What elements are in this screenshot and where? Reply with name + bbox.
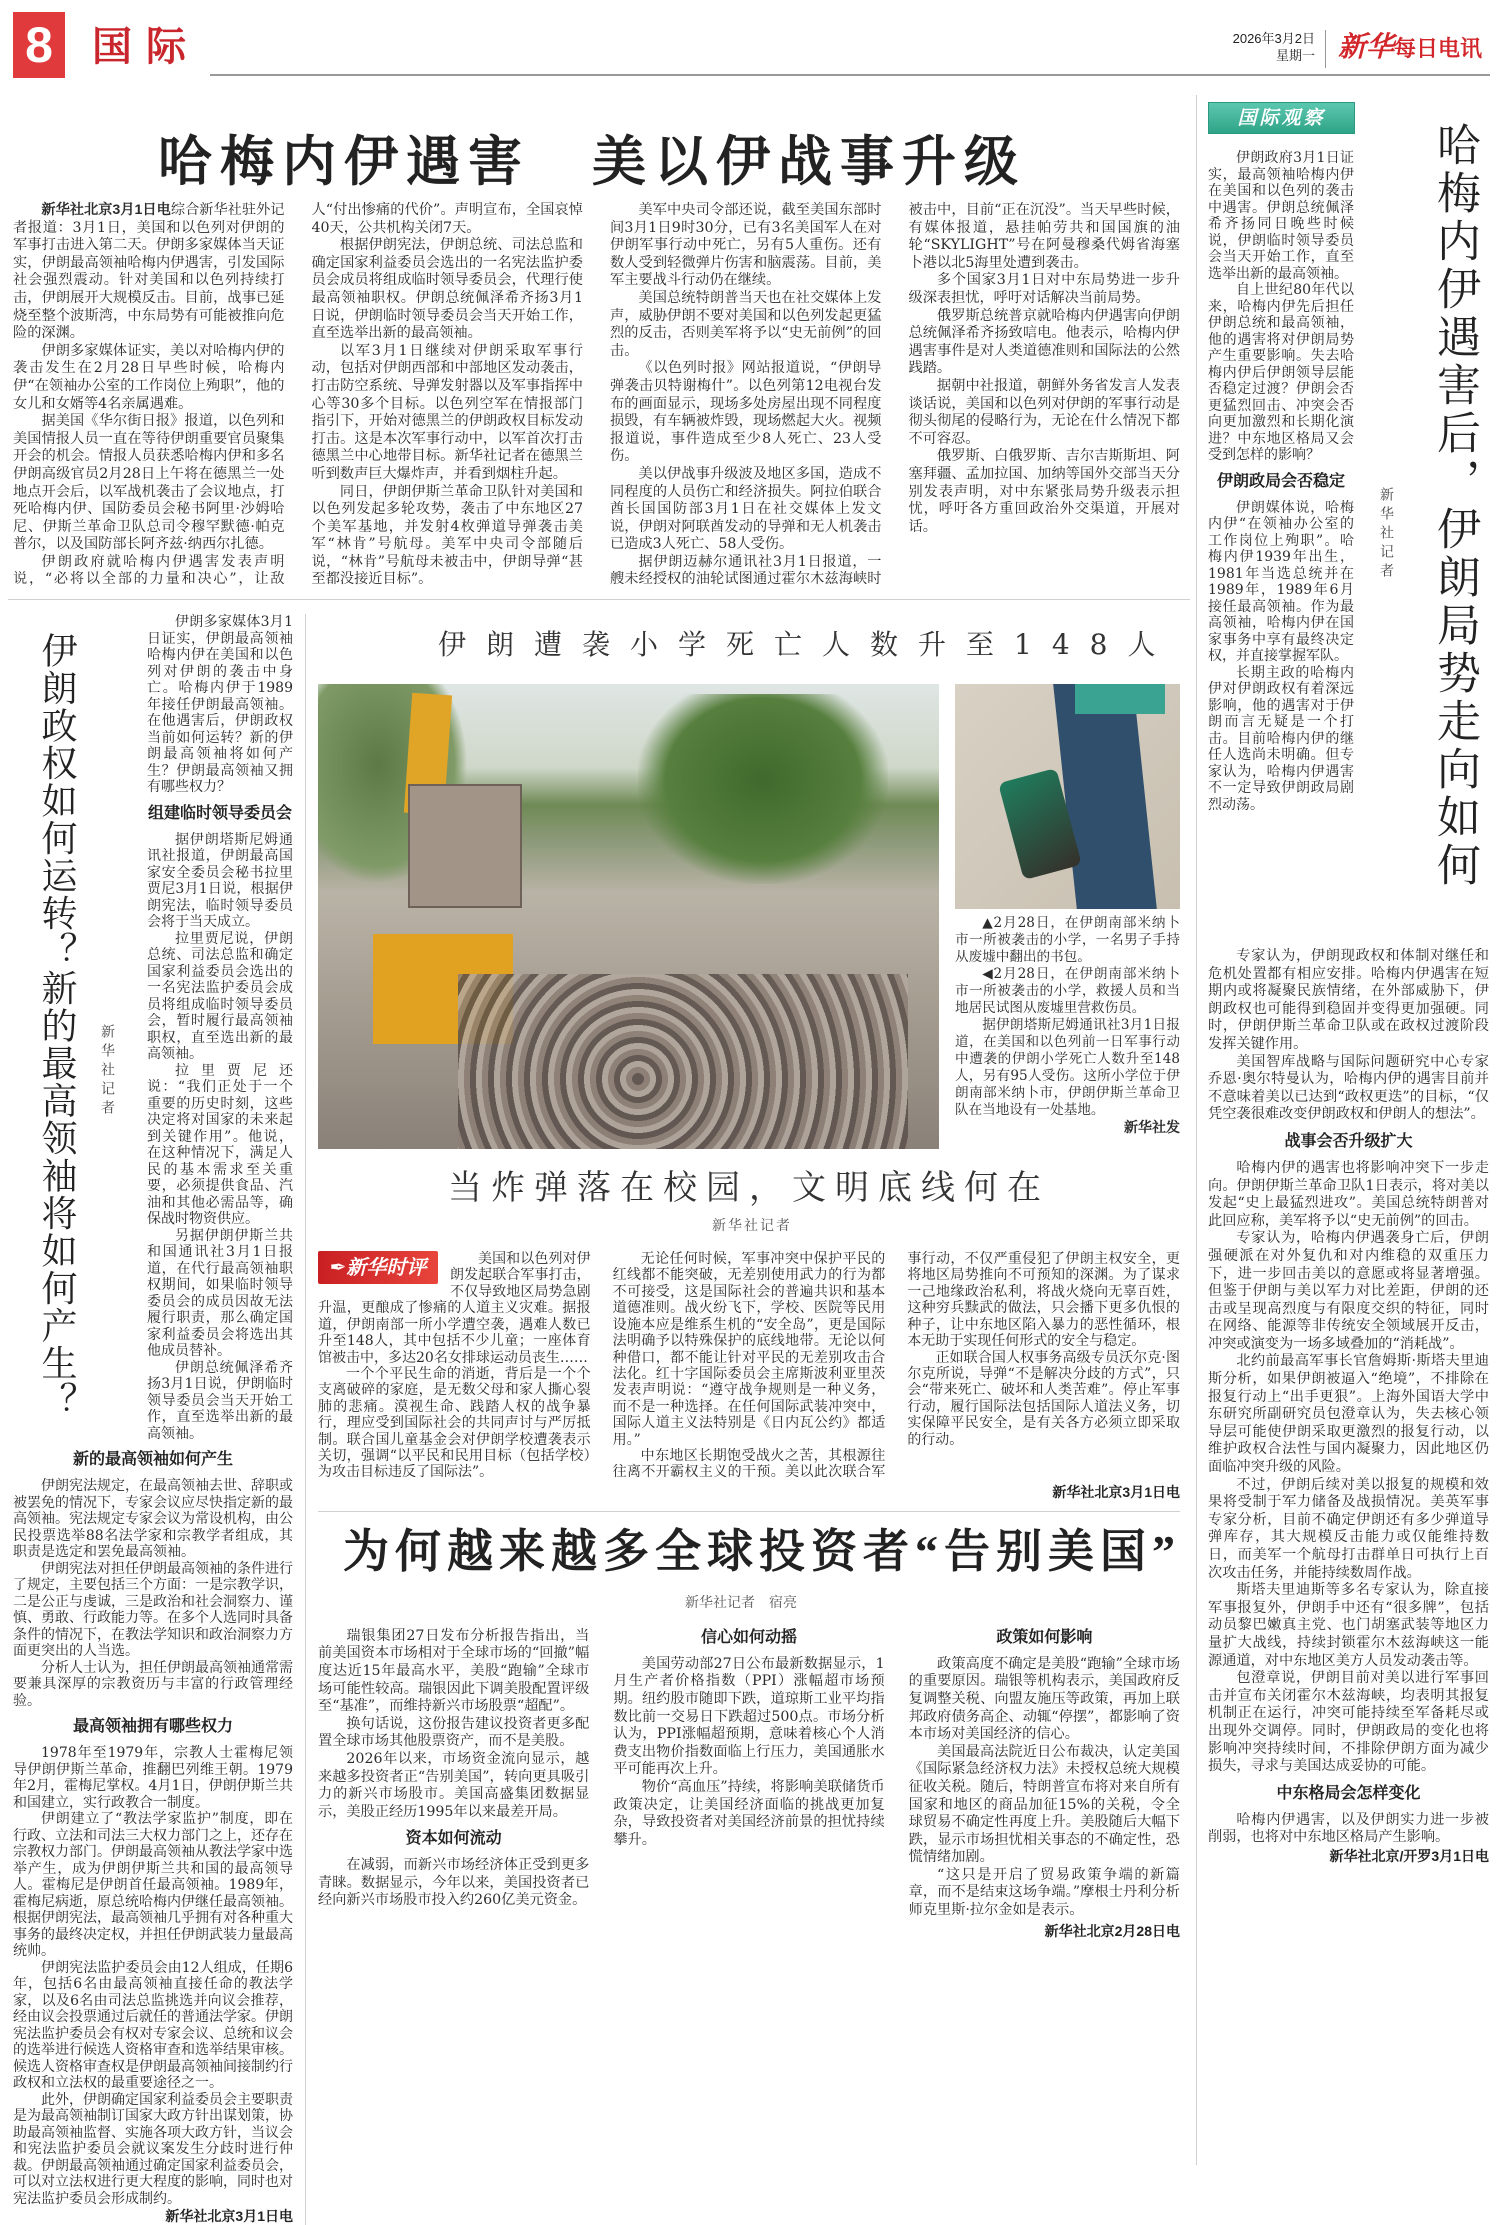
photo-schoolbag: [955, 684, 1180, 909]
right-feature-dateline: 新华社北京/开罗3月1日电: [1329, 1847, 1489, 1864]
paragraph: 中东地区长期饱受战火之苦，其根源往往离不开霸权主义的干预。美以此次联合军事行动，不仅严重侵犯了伊朗主权安全，更将地区局势推向不可预知的深渊。为了谋求一己地缘政治私利，将战火烧向无辜百姓，这种穷兵黩武的做法，只会播下更多仇恨的种子，让中东地区陷入暴力的恶性循环，根本无助于实现任何形式的安全与稳定。: [612, 1251, 1180, 1481]
paragraph: 一个个平民生命的消逝，背后是一个个支离破碎的家庭，是无数父母和家人撕心裂肺的悲痛。漠视生命、践踏人权的战争暴行，理应受到国际社会的共同声讨与严厉抵制。联合国儿童基金会对伊朗学校遭袭表示关切，强调“以平民和民用目标（包括学校）为攻击目标违反了国际法”。: [318, 1365, 591, 1481]
right-feature-body: [1208, 942, 1489, 1847]
left-feature: [13, 614, 293, 2225]
paragraph: 伊朗宪法规定，在最高领袖去世、辞职或被罢免的情况下，专家会议应尽快指定新的最高领袖。宪法规定专家会议为常设机构，由公民投票选举88名法学家和宗教学者组成，其职责是选定和罢免最高领袖。: [13, 1478, 293, 1561]
subheading: 伊朗政局会否稳定: [1216, 472, 1345, 490]
paragraph: 俄罗斯总统普京就哈梅内伊遇害向伊朗总统佩泽希齐扬致唁电。他表示，哈梅内伊遇害事件是对人类道德准则和国际法的公然践踏。: [908, 307, 1180, 377]
photo-credit: 新华社发: [1124, 1119, 1180, 1136]
lower-area: [0, 614, 1190, 2225]
weekday-text: 星期一: [1275, 48, 1315, 63]
photo-row: [318, 684, 1180, 1149]
commentary-body: [318, 1251, 1180, 1481]
paragraph: 长期主政的哈梅内伊对伊朗政权有着深远影响，他的遇害对于伊朗而言无疑是一个打击。目前哈梅内伊的继任人选尚未明确。但专家认为，哈梅内伊遇害不一定导致伊朗政局剧烈动荡。: [1208, 664, 1354, 813]
commentary-byline: 新华社记者: [712, 1218, 792, 1235]
paragraph: 北约前最高军事长官詹姆斯·斯塔夫里迪斯分析，如果伊朗被逼入“绝境”，不排除在报复行动上“出手更狠”。上海外国语大学中东研究所副研究员包澄章认为，失去核心领导层可能使伊朗采取更激烈的报复行动，以维护政权合法性与国内凝聚力，因此地区仍面临冲突升级的风险。: [1208, 1353, 1489, 1476]
paragraph: 另据伊朗伊斯兰共和国通讯社3月1日报道，在代行最高领袖职权期间，如果临时领导委员会的成员因故无法履行职责，那么确定国家利益委员会将选出其他成员替补。: [147, 1227, 293, 1360]
paragraph: 自上世纪80年代以来，哈梅内伊先后担任伊朗总统和最高领袖，他的遇害将对伊朗局势产生重要影响。失去哈梅内伊后伊朗领导层能否稳定过渡？伊朗会否更猛烈回击、冲突会否向更加激烈和长期化演进？中东地区格局又会受到怎样的影响？: [1208, 282, 1354, 463]
left-feature-title-area: [13, 614, 147, 1429]
international-observation-badge: 国际观察: [1208, 102, 1355, 134]
paragraph: 物价“高血压”持续，将影响美联储货币政策决定，让美国经济面临的挑战更加复杂，导致投资者对美国经济前景的担忧持续攀升。: [613, 1778, 885, 1848]
logo-name: 每日电讯: [1394, 36, 1483, 61]
paragraph: 伊朗政府3月1日证实，最高领袖哈梅内伊在美国和以色列的袭击中遇害。伊朗总统佩泽希齐扬同日晚些时候说，伊朗临时领导委员会当天开始工作，直至选举出新的最高领袖。: [1208, 150, 1354, 282]
paragraph: 无论任何时候，军事冲突中保护平民的红线都不能突破，无差别使用武力的行为都不可接受，这是国际社会的普遍共识和基本道德准则。战火纷飞下，学校、医院等民用设施本应是维系生机的“安全岛”，更是国际法明确予以特殊保护的底线地带。无论以何种借口，都不能让针对平民的无差别攻击合法化。红十字国际委员会主席斯波利亚里茨发表声明说：“遵守战争规则是一种义务，而不是一种选择。在任何国际武装冲突中，国际人道主义法特别是《日内瓦公约》都适用。”: [612, 1251, 886, 1448]
paragraph: 哈梅内伊遇害，以及伊朗实力进一步被削弱，也将对中东地区格局产生影响。: [1208, 1811, 1489, 1846]
dateline: 新华社北京3月1日电: [41, 202, 171, 218]
paragraph: 1978年至1979年，宗教人士霍梅尼领导伊朗伊斯兰革命，推翻巴列维王朝。1979年2月，霍梅尼掌权。4月1日，伊朗伊斯兰共和国建立，实行政教合一制度。: [13, 1745, 293, 1811]
paragraph: 同日，伊朗伊斯兰革命卫队针对美国和以色列发起多轮攻势，袭击了中东地区27个美军基地，并发射4枚弹道导弹袭击美军“林肯”号航母。美军中央司令部随后说，“林肯”号航母未被击中，伊朗导弹“甚至都没接近目标”。: [311, 483, 583, 588]
paragraph: 以军3月1日继续对伊朗采取军事行动，包括对伊朗西部和中部地区发动袭击，打击防空系统、导弹发射器以及军事指挥中心等30多个目标。以色列空军在情报部门指引下，开始对德黑兰的伊朗政权目标发动打击。这是本次军事行动中，以军首次打击德黑兰中心地带目标。新华社记者在德黑兰听到数声巨大爆炸声，并看到烟柱升起。: [311, 342, 583, 482]
subheading: 资本如何流动: [405, 1830, 502, 1848]
paragraph: 美国劳动部27日公布最新数据显示，1月生产者价格指数（PPI）涨幅超市场预期。纽约股市随即下跌，道琼斯工业平均指数比前一交易日下跌超过500点。市场分析认为，PPI涨幅超预期，意味着核心个人消费支出物价指数面临上行压力，美国通胀水平可能再次上升。: [613, 1655, 885, 1778]
paragraph: 在减弱，而新兴市场经济体正受到更多青睐。数据显示，今年以来，美国投资者已经向新兴市场股市投入约260亿美元资金。: [318, 1857, 590, 1909]
paragraph: 包澄章说，伊朗目前对美以进行军事回击并宣布关闭霍尔木兹海峡，均表明其报复机制正在运行，冲突可能持续至军备耗尽或出现外交调停。同时，伊朗政局的变化也将影响冲突持续时间，不排除伊朗方面为减少损失，寻求与美国达成妥协的可能。: [1208, 1670, 1489, 1775]
photo-rescue-scene: [318, 684, 939, 1149]
paragraph: 伊朗政府就哈梅内伊遇害发表声明说，“必将以全部的力量和决心”，让敌人“付出惨痛的代价”。声明宣布，全国哀悼40天，公共机构关闭7天。: [13, 202, 583, 588]
paragraph: 伊朗多家媒体证实，美以对哈梅内伊的袭击发生在2月28日早些时候，哈梅内伊“在领袖办公室的工作岗位上殉职”，他的女儿和女婿等4名亲属遇难。: [13, 342, 285, 412]
paragraph: 瑞银集团27日发布分析报告指出，当前美国资本市场相对于全球市场的“回撤”幅度达近15年最高水平，美股“跑输”全球市场可能性较高。瑞银因此下调美股配置评级至“基准”，而维持新兴市场股票“超配”。: [318, 1627, 590, 1715]
right-feature-title-area: [1354, 102, 1489, 942]
paragraph: 2026年以来，市场资金流向显示，越来越多投资者正“告别美国”，转向更具吸引力的新兴市场股市。美国高盛集团数据显示，美股正经历1995年以来最差开局。: [318, 1750, 590, 1820]
left-feature-byline: 新华社记者: [99, 1024, 115, 1120]
paragraph: 美国最高法院近日公布裁决，认定美国《国际紧急经济权力法》未授权总统大规模征收关税。随后，特朗普宣布将对来自所有国家和地区的商品加征15%的关税，令全球贸易不确定性再度上升。美股随后大幅下跌，显示市场担忧相关事态的不确定性，恐慌情绪加剧。: [908, 1743, 1180, 1866]
paragraph: 《以色列时报》网站报道说，“伊朗导弹袭击贝特谢梅什”。以色列第12电视台发布的画面显示，现场多处房屋出现不同程度损毁，有车辆被炸毁，现场燃起大火。视频报道说，事件造成至少8人死亡、23人受伤。: [610, 360, 882, 465]
paragraph: 据朝中社报道，朝鲜外务省发言人发表谈话说，美国和以色列对伊朗的军事行动是彻头彻尾的侵略行为，无论在什么情况下都不可容忍。: [908, 377, 1180, 447]
left-feature-dateline: 新华社北京3月1日电: [165, 2208, 293, 2225]
commentary-dateline: 新华社北京3月1日电: [1052, 1483, 1180, 1500]
paragraph: 伊朗宪法监护委员会由12人组成，任期6年，包括6名由最高领袖直接任命的教法学家，以及6名由司法总监挑选并向议会推荐，经由议会投票通过后就任的普通法学家。伊朗宪法监护委员会有权对专家会议、总统和议会的选举进行候选人资格审查和选举结果审核。候选人资格审查权是伊朗最高领袖间接制约行政权和立法权的最重要途径之一。: [13, 1959, 293, 2092]
logo-brand: 新华: [1338, 32, 1395, 63]
paragraph: 美国智库战略与国际问题研究中心专家乔恩·奥尔特曼认为，哈梅内伊的遇害目前并不意味着美以已达到“政权更迭”的目标，“仅凭空袭很难改变伊朗政权和伊朗人的想法”。: [1208, 1053, 1489, 1123]
page-number: 8: [13, 12, 65, 78]
subheading: 最高领袖拥有哪些权力: [72, 1718, 233, 1736]
main-area: [0, 130, 1190, 2225]
subheading: 组建临时领导委员会: [147, 804, 292, 822]
paragraph: 分析人士认为，担任伊朗最高领袖通常需要兼具深厚的宗教资历与丰富的行政管理经验。: [13, 1659, 293, 1709]
photo-story-headline: 伊朗遭袭小学死亡人数升至148人: [438, 628, 1176, 662]
paragraph: 换句话说，这份报告建议投资者更多配置全球市场其他股票资产，而不是美股。: [318, 1715, 590, 1750]
paragraph: 斯塔夫里迪斯等多名专家认为，除直接军事报复外，伊朗手中还有“很多牌”，包括动员黎巴嫩真主党、也门胡塞武装等地区力量扩大战线，持续封锁霍尔木兹海峡这一能源通道，对中东地区美方人员发动袭击等。: [1208, 1582, 1489, 1669]
left-feature-subhead: 新的最高领袖如何产生: [72, 1451, 233, 1469]
paragraph: 政策高度不确定是美股“跑输”全球市场的重要原因。瑞银等机构表示，美国政府反复调整关税、向盟友施压等政策，再加上联邦政府债务高企、动辄“停摆”，都影响了资本市场对美国经济的信心。: [908, 1655, 1180, 1743]
paragraph: 据伊朗迈赫尔通讯社3月1日报道，一艘未经授权的油轮试图通过霍尔木兹海峡时被击中，目前“正在沉没”。当天早些时候，有媒体报道，悬挂帕劳共和国国旗的油轮“SKYLIGHT”号在阿曼穆桑代姆省海塞卜港以北5海里处遭到袭击。: [610, 202, 1180, 588]
paragraph: 不过，伊朗后续对美以报复的规模和效果将受制于军力储备及战损情况。美英军事专家分析，目前不确定伊朗还有多少弹道导弹库存，其大规模反击能力或仅能维持数日，而美军一个航母打击群单日可执行上百次攻击任务，并能持续数周作战。: [1208, 1476, 1489, 1581]
top-story-body: [13, 202, 1180, 589]
masthead-divider: [1325, 30, 1326, 68]
paragraph: 美以伊战事升级波及地区多国，造成不同程度的人员伤亡和经济损失。阿拉伯联合酋长国国防部3月1日在社交媒体上发文说，伊朗对阿联酋发动的导弹和无人机袭击已造成3人死亡、58人受伤。: [610, 465, 882, 553]
pen-icon: ✒: [329, 1255, 347, 1280]
paragraph: 伊朗宪法对担任伊朗最高领袖的条件进行了规定，主要包括三个方面：一是宗教学识，二是公正与虔诚，三是政治和社会洞察力、谨慎、勇敢、行政能力等。在多个人选同时具备条件的情况下，在教法学知识和政治洞察力方面更突出的人当选。: [13, 1560, 293, 1660]
lead-text: 综合新华社驻外记者报道：3月1日，美国和以色列对伊朗的军事打击进入第二天。伊朗多家媒体当天证实，伊朗最高领袖哈梅内伊遇害，引发国际社会强烈震动。针对美国和以色列持续打击，伊朗展开大规模反击。目前，战事已延烧至整个波斯湾，中东局势有可能被推向危险的深渊。: [13, 202, 285, 342]
investors-headline: 为何越来越多全球投资者“告别美国”: [343, 1525, 1181, 1577]
right-feature-byline: 新华社记者: [1378, 487, 1394, 582]
caption-top: ▲2月28日，在伊朗南部米纳卜市一所被袭击的小学，一名男子手持从废墟中翻出的书包。: [955, 915, 1180, 966]
subheading: 战事会否升级扩大: [1284, 1132, 1413, 1150]
caption-body: 据伊朗塔斯尼姆通讯社3月1日报道，在美国和以色列前一日军事行动中遭袭的伊朗小学死亡人数升至148人，另有95人受伤。这所小学位于伊朗南部米纳卜市，伊朗伊斯兰革命卫队在当地设有一处基地。: [955, 1017, 1180, 1119]
paragraph: 据美国《华尔街日报》报道，以色列和美国情报人员一直在等待伊朗重要官员聚集开会的机会。情报人员获悉哈梅内伊和多名伊朗高级官员2月28日上午将在德黑兰一处地点开会后，以军战机袭击了会议地点，打死哈梅内伊、国防委员会秘书阿里·沙姆哈尼、伊斯兰革命卫队总司令穆罕默德·帕克普尔，以及国防部长阿齐兹·纳西尔扎德。: [13, 413, 285, 553]
investors-body: [318, 1628, 1180, 1920]
section-title: 国际: [92, 24, 200, 69]
photo-side: [955, 684, 1180, 1149]
issue-date: [1205, 30, 1315, 64]
subheading: 信心如何动摇: [700, 1628, 797, 1646]
commentary-headline: 当炸弹落在校园，文明底线何在: [448, 1168, 1050, 1209]
date-text: 2026年3月2日: [1232, 31, 1315, 46]
tree: [638, 694, 888, 884]
paragraph: 此外，伊朗确定国家利益委员会主要职责是为最高领袖制订国家大政方针出谋划策，协助最高领袖监督、实施各项大政方针，当议会和宪法监护委员会就议案发生分歧时进行仲裁。伊朗最高领袖通过确定国家利益委员会，可以对立法权进行更大程度的影响，同时也对宪法监护委员会形成制约。: [13, 2091, 293, 2207]
paragraph: 伊朗总统佩泽希齐扬3月1日说，伊朗临时领导委员会当天开始工作，直至选举出新的最高领袖。: [147, 1359, 293, 1442]
divider: [318, 1511, 1180, 1512]
paragraph: 美国和以色列对伊朗发起联合军事打击，不仅导致地区局势急剧升温，更酿成了惨痛的人道主义灾难。据报道，伊朗南部一所小学遭空袭，遇难人数已升至148人，其中包括不少儿童；一座体育馆被击中，多达20名女排球运动员丧生……: [318, 1251, 591, 1366]
paragraph: 多个国家3月1日对中东局势进一步升级深表担忧，呼吁对话解决当前局势。: [908, 272, 1180, 306]
paragraph: 正如联合国人权事务高级专员沃尔克·图尔克所说，导弹“不是解决分歧的方式”，只会“带来死亡、破坏和人类苦难”。停止军事行动，履行国际法包括国际人道法义务，切实保障平民安全，是有关各方必须立即采取的行动。: [907, 1349, 1180, 1448]
excavator-bucket: [408, 784, 522, 908]
man-legs: [1053, 684, 1157, 909]
paragraph: 拉里贾尼还说：“我们正处于一个重要的历史时刻，这些决定将对国家的未来起到关键作用”。他说，在这种情况下，满足人民的基本需求至关重要，必须提供食品、汽油和其他必需品等，确保战时物资供应。: [147, 1062, 293, 1228]
investors-byline: 新华社记者 宿亮: [685, 1594, 797, 1611]
commentary-paragraphs: [318, 1251, 1180, 1481]
crowd-and-rubble: [458, 974, 908, 1149]
badge-label: 新华时评: [346, 1255, 427, 1280]
top-story-headline: 哈梅内伊遇害 美以伊战事升级: [158, 132, 1026, 192]
subheading: 中东格局会怎样变化: [1276, 1784, 1421, 1802]
lead-paragraph: [13, 202, 285, 343]
left-feature-title: 伊朗政权如何运转？新的最高领袖将如何产生？: [37, 632, 77, 1420]
paragraph: 专家认为，伊朗现政权和体制对继任和危机处置都有相应安排。哈梅内伊遇害在短期内或将凝聚民族情绪，在外部威胁下，伊朗政权也可能得到稳固并变得更加强硬。同时，伊朗伊斯兰革命卫队或在政权过渡阶段发挥关键作用。: [1208, 948, 1489, 1052]
photo-caption: [955, 915, 1180, 1136]
paragraph: 伊朗建立了“教法学家监护”制度，即在行政、立法和司法三大权力部门之上，还存在宗教权力部门。伊朗最高领袖从教法学家中选举产生，成为伊朗伊斯兰共和国的最高领导人。霍梅尼是伊朗首任最高领袖。1989年，霍梅尼病逝，原总统哈梅内伊继任最高领袖。根据伊朗宪法，最高领袖几乎拥有对各种重大事务的最终决定权，并担任伊朗武装力量最高统帅。: [13, 1811, 293, 1960]
divider: [8, 599, 1190, 600]
paragraph: “这只是开启了贸易政策争端的新篇章，而不是结束这场争端。”摩根士丹利分析师克里斯·拉尔金如是表示。: [908, 1866, 1180, 1919]
subheading: 政策如何影响: [996, 1628, 1093, 1646]
caption-left: ◀2月28日，在伊朗南部米纳卜市一所被袭击的小学，救援人员和当地居民试图从废墟里营救伤员。: [955, 966, 1180, 1017]
investors-dateline: 新华社北京2月28日电: [1044, 1922, 1180, 1939]
man-shirt: [1075, 684, 1165, 714]
masthead-rule: [210, 74, 1490, 76]
paragraph: 美国总统特朗普当天也在社交媒体上发声，威胁伊朗不要对美国和以色列发起更猛烈的反击，否则美军将予以“史无前例”的回击。: [610, 289, 882, 359]
paragraph: 伊朗多家媒体3月1日证实，伊朗最高领袖哈梅内伊在美国和以色列对伊朗的袭击中身亡。哈梅内伊于1989年接任伊朗最高领袖。在他遇害后，伊朗政权当前如何运转？新的伊朗最高领袖将如何产生？伊朗最高领袖又拥有哪些权力？: [147, 614, 293, 796]
right-feature-title: 哈梅内伊遇害后，伊朗局势走向如何: [1430, 122, 1479, 890]
paragraph: 伊朗媒体说，哈梅内伊“在领袖办公室的工作岗位上殉职”。哈梅内伊1939年出生，1981年当选总统并在1989年，1989年6月接任最高领袖。作为最高领袖，哈梅内伊在国家事务中享有最终决定权，并直接掌握军队。: [1208, 499, 1354, 664]
paragraph: 哈梅内伊的遇害也将影响冲突下一步走向。伊朗伊斯兰革命卫队1日表示，将对美以发起“史上最猛烈进攻”。美国总统特朗普对此回应称，美军将予以“史无前例”的回击。: [1208, 1159, 1489, 1229]
right-feature: [1208, 102, 1489, 1865]
paragraph: 俄罗斯、白俄罗斯、吉尔吉斯斯坦、阿塞拜疆、孟加拉国、加纳等国外交部当天分别发表声明，对中东紧张局势升级表示担忧，呼吁各方重回政治外交渠道，开展对话。: [908, 448, 1180, 535]
paragraph: 专家认为，哈梅内伊遇袭身亡后，伊朗强硬派在对外复仇和对内维稳的双重压力下，进一步回击美以的意愿或将显著增强。但鉴于伊朗与美以军力对比差距，伊朗的还击或呈现高烈度与有限度交织的特征，同时在网络、能源等非传统安全领域展开反击，冲突或演变为一场多域叠加的“消耗战”。: [1208, 1230, 1489, 1352]
left-feature-body: [13, 1478, 293, 2207]
xinhua-commentary-badge: [318, 1251, 438, 1284]
paper-logo: [1338, 28, 1482, 69]
column-divider: [1196, 95, 1197, 2165]
paragraph: 据伊朗塔斯尼姆通讯社报道，伊朗最高国家安全委员会秘书拉里贾尼3月1日说，根据伊朗宪法，临时领导委员会将于当天成立。: [147, 831, 293, 931]
paragraph: 根据伊朗宪法，伊朗总统、司法总监和确定国家利益委员会选出的一名宪法监护委员会成员将组成临时领导委员会，代理行使最高领袖职权。伊朗总统佩泽希齐扬3月1日说，伊朗临时领导委员会当天开始工作，直至选举出新的最高领袖。: [311, 237, 583, 342]
middle-column: [305, 614, 1180, 2225]
paragraph: 拉里贾尼说，伊朗总统、司法总监和确定国家利益委员会选出的一名宪法监护委员会成员将组成临时领导委员会，暂时履行最高领袖职权，直至选出新的最高领袖。: [147, 930, 293, 1063]
paragraph: 美军中央司令部还说，截至美国东部时间3月1日9时30分，已有3名美国军人在对伊朗军事行动中死亡，另有5人重伤。还有数人受到轻微弹片伤害和脑震荡。目前，美军主要战斗行动仍在继续。: [610, 202, 882, 289]
